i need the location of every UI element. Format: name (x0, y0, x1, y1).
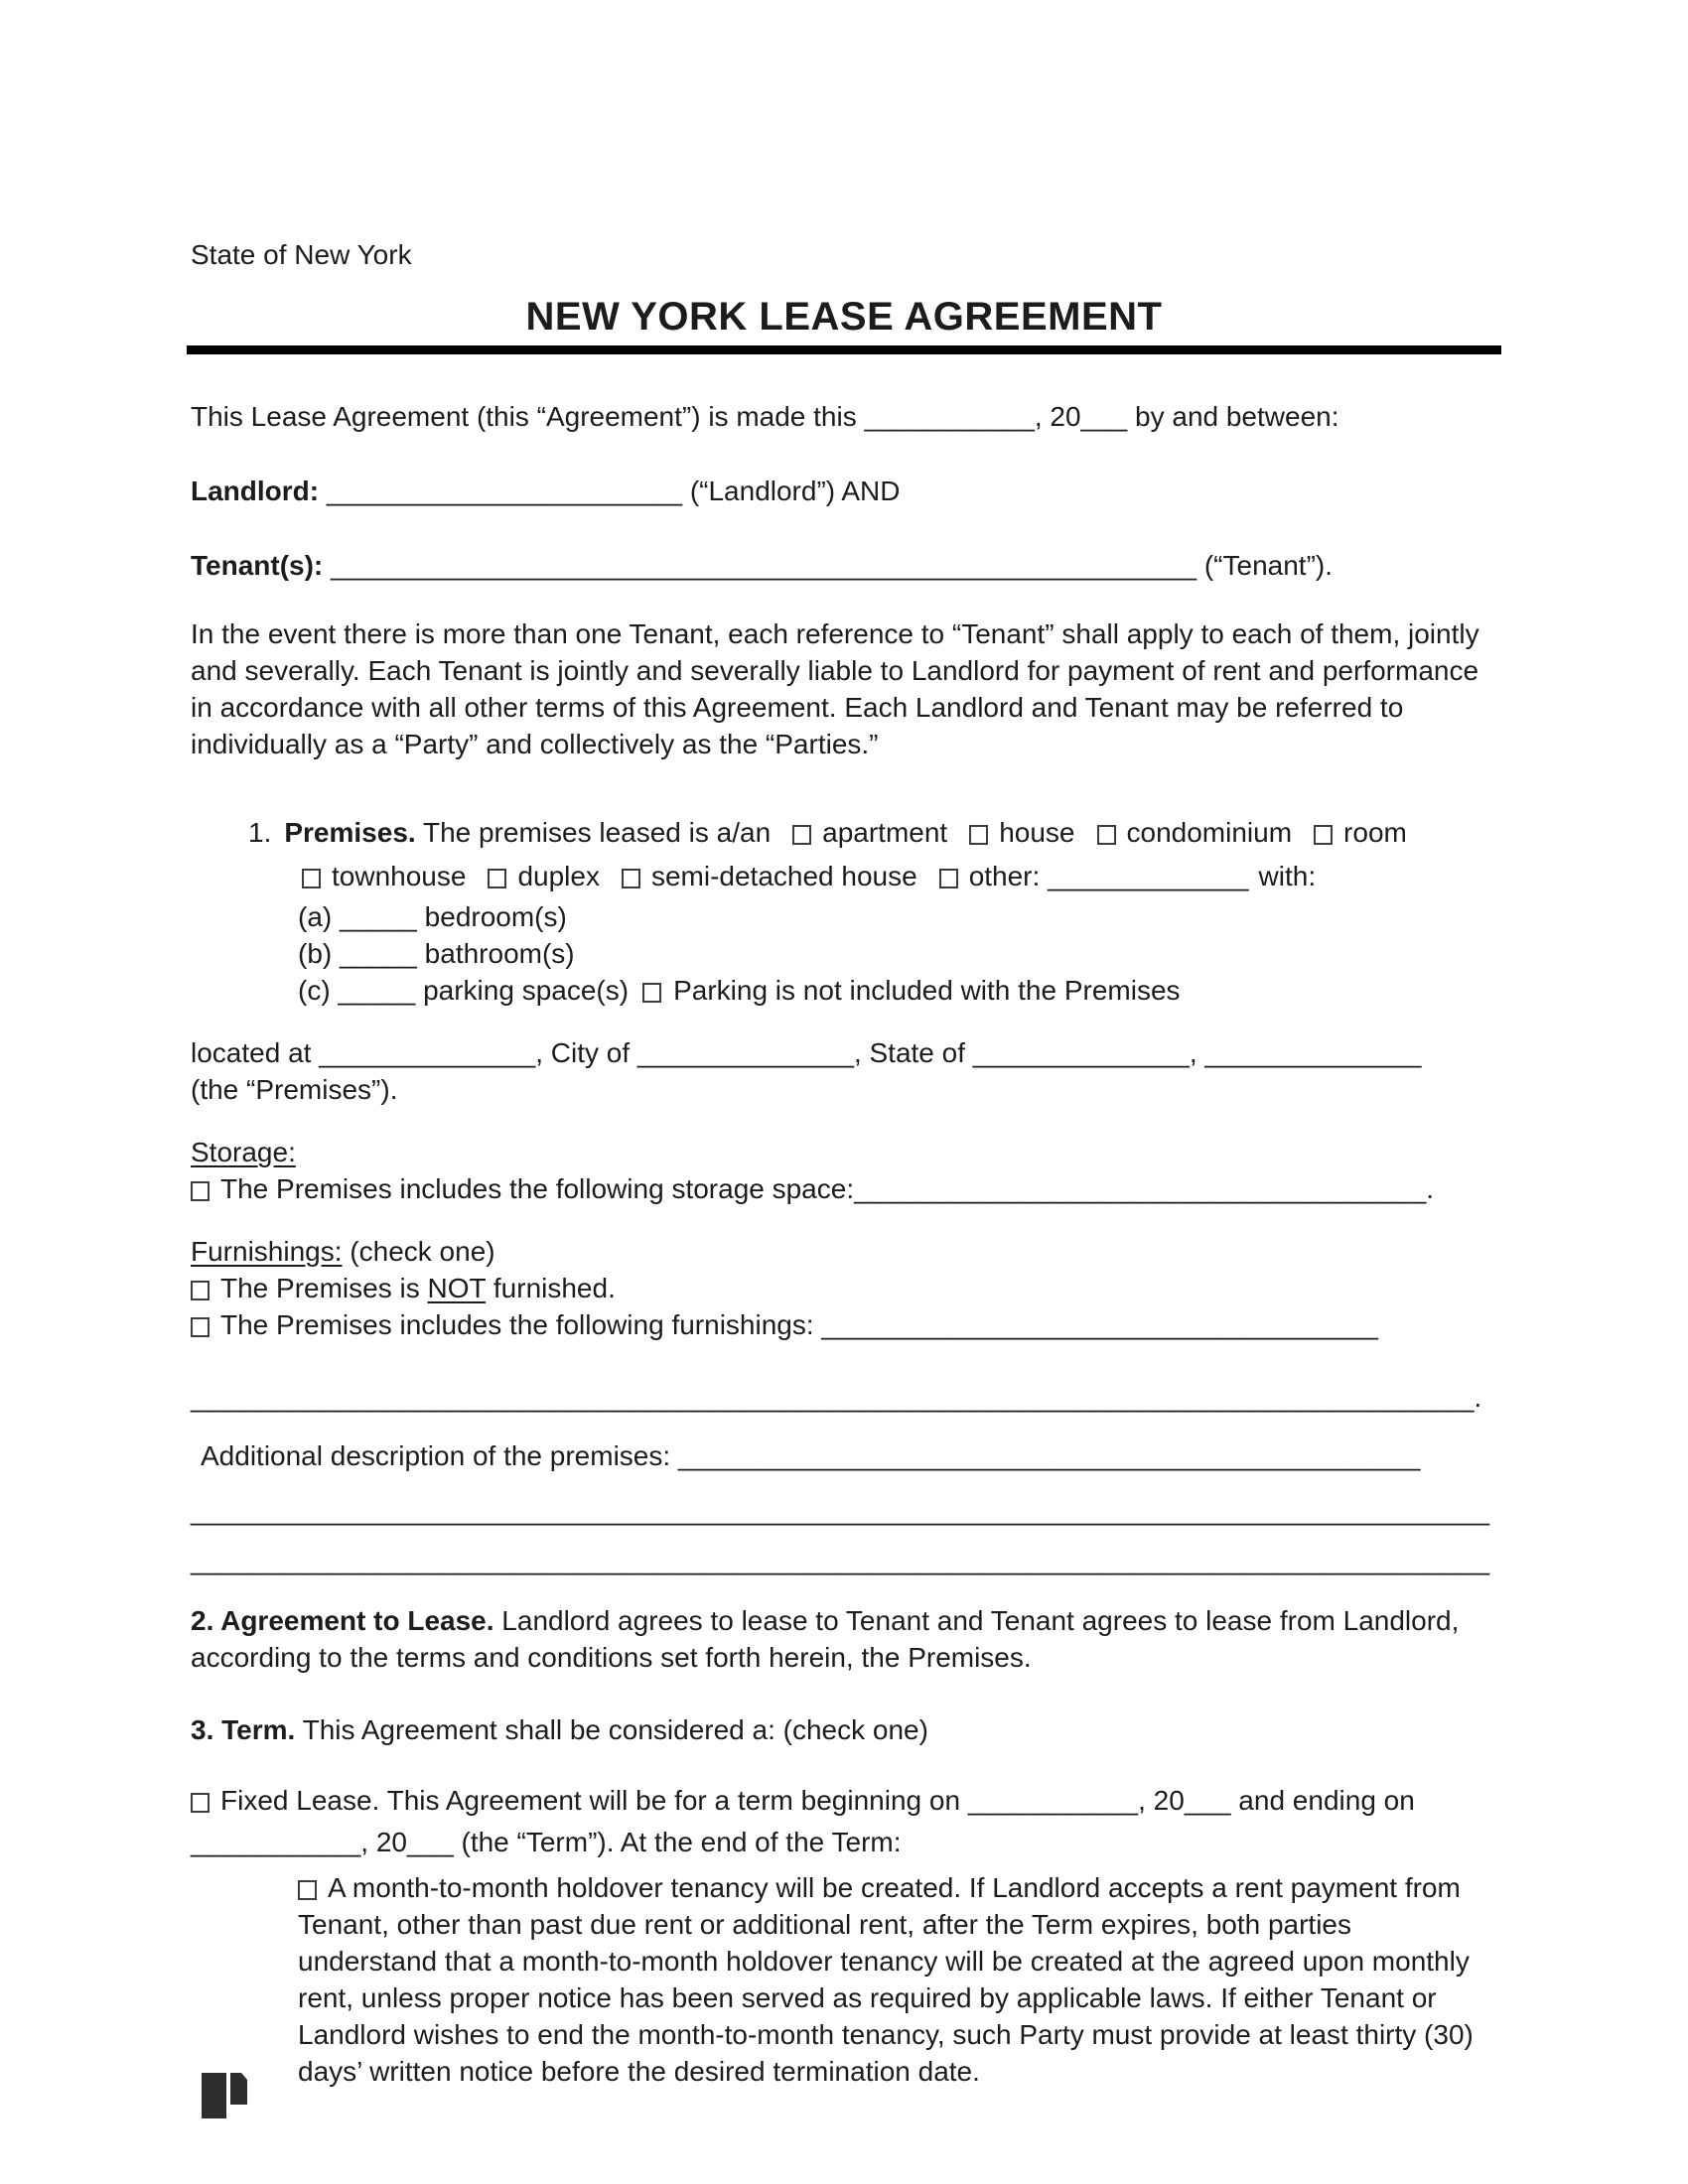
option-townhouse (302, 861, 466, 891)
term-body: This Agreement shall be considered a: (check one) (295, 1714, 928, 1745)
checkbox-room[interactable] (1314, 825, 1333, 845)
term-end-year-blank[interactable]: ___ (407, 1827, 454, 1857)
storage-space-blank[interactable]: _____________________________________ (854, 1173, 1427, 1204)
checkbox-other[interactable] (939, 869, 958, 888)
option-duplex (488, 861, 600, 891)
detail-parking (248, 972, 1497, 1009)
furnishings-heading: Furnishings: (191, 1236, 343, 1267)
landlord-label: Landlord: (191, 476, 320, 506)
intro-line (191, 398, 1497, 435)
option-other (939, 861, 1041, 891)
term-section (191, 1711, 1497, 1748)
bedrooms-blank[interactable]: _____ (340, 901, 417, 932)
premises-details (248, 898, 1497, 1009)
parking-blank[interactable]: _____ (338, 975, 416, 1006)
option-room (1314, 817, 1407, 848)
detail-b-prefix: (b) (298, 938, 333, 969)
state-label: State of New York (191, 239, 412, 270)
bathrooms-blank[interactable]: _____ (340, 938, 417, 969)
option-condominium (1097, 817, 1293, 848)
city-blank[interactable]: ______________ (636, 1037, 854, 1068)
holdover-tenancy-paragraph (298, 1869, 1497, 2090)
detail-a-label: bedroom(s) (416, 901, 567, 932)
located-at-label: located at (191, 1037, 320, 1068)
logo-page-shape (230, 2073, 247, 2105)
zip-blank[interactable]: ______________ (1204, 1037, 1422, 1068)
checkbox-duplex[interactable] (488, 869, 506, 888)
option-label-duplex: duplex (517, 861, 600, 891)
not-word: NOT (427, 1273, 487, 1303)
joint-liability-clause: In the event there is more than one Tenant, each reference to “Tenant” shall apply to each of them, jointly and severally. Each Tenant is jointly and severally liable to Landlord for payment of rent and performance in accordance with all other terms of this Agreement. Each Landlord and Tenant may be referred to individually as a “Party” and collectively as the “Parties.” (191, 618, 1479, 759)
furnishings-continuation-line (191, 1379, 1497, 1416)
agreement-to-lease-section (191, 1602, 1497, 1676)
end-year-prefix: , 20 (360, 1827, 407, 1857)
state-blank[interactable]: ______________ (972, 1037, 1190, 1068)
title-divider (187, 345, 1501, 354)
checkbox-furnished[interactable] (191, 1317, 210, 1337)
furnishings-continuation-period: . (1474, 1382, 1482, 1413)
option-apartment (792, 817, 947, 848)
fixed-lease-before-start: This Agreement will be for a term beginning on (379, 1785, 968, 1816)
premises-lead: The premises leased is a/an (415, 817, 772, 848)
logo-bar-shape (202, 2073, 226, 2118)
additional-description-line2 (191, 1492, 1497, 1529)
list-number: 1. (248, 817, 272, 848)
option-label-semi-detached-house: semi-detached house (650, 861, 917, 891)
option-label-house: house (999, 817, 1075, 848)
furnished-line (191, 1306, 1497, 1343)
premises-defined-suffix: (the “Premises”). (191, 1074, 398, 1105)
furnished-label: The Premises includes the following furnishings: (220, 1309, 822, 1340)
holdover-tenancy-text: A month-to-month holdover tenancy will be created. If Landlord accepts a rent payment from Tenant, other than past due rent or additional rent, after the Term expires, both parties understand that a month-to-month holdover tenancy will be created at the agreed upon monthly rent, unless proper notice has been served as required by applicable laws. If either Tenant or Landlord wishes to end the month-to-month tenancy, such Party must provide at least thirty (30) days’ written notice before the desired termination date. (298, 1872, 1474, 2087)
not-furnished-after: furnished. (486, 1273, 616, 1303)
page-title: NEW YORK LEASE AGREEMENT (525, 295, 1163, 339)
furnishings-blank[interactable]: ____________________________________ (821, 1309, 1379, 1340)
detail-c-label: parking space(s) (415, 975, 630, 1006)
checkbox-storage-included[interactable] (191, 1181, 210, 1201)
landlord-suffix: (“Landlord”) AND (682, 476, 901, 506)
additional-description-label: Additional description of the premises: (201, 1440, 678, 1471)
furnishings-continuation-blank[interactable]: ___________________________________________________________________________________ (191, 1382, 1475, 1413)
storage-heading: Storage: (191, 1137, 296, 1167)
agreement-to-lease-body: Landlord agrees to lease to Tenant and Tenant agrees to lease from Landlord, according to the terms and conditions set forth herein, the Premises. (191, 1605, 1460, 1673)
location-line (191, 1034, 1497, 1071)
made-year-blank[interactable]: ___ (1080, 401, 1128, 432)
storage-period: . (1426, 1173, 1435, 1204)
detail-c-prefix: (c) (298, 975, 331, 1006)
term-end-date-blank[interactable]: ___________ (191, 1827, 361, 1857)
other-type-blank[interactable]: _____________ (1048, 861, 1249, 891)
checkbox-semi-detached-house[interactable] (622, 869, 640, 888)
state-field-label: , State of (853, 1037, 973, 1068)
made-date-blank[interactable]: ___________ (864, 401, 1035, 432)
landlord-name-blank[interactable]: _______________________ (326, 476, 683, 506)
detail-b-label: bathroom(s) (416, 938, 575, 969)
additional-description-line (191, 1437, 1497, 1474)
premises-heading: Premises. (284, 817, 416, 848)
detail-a-prefix: (a) (298, 901, 333, 932)
option-label-condominium: condominium (1126, 817, 1293, 848)
fixed-lease-after: (the “Term”). At the end of the Term: (453, 1827, 902, 1857)
checkbox-fixed-lease[interactable] (191, 1793, 210, 1813)
additional-description-blank-2[interactable]: ____________________________________________________________________________________ (191, 1495, 1490, 1526)
with-label: with: (1258, 861, 1317, 891)
term-start-year-blank[interactable]: ___ (1184, 1785, 1231, 1816)
checkbox-apartment[interactable] (792, 825, 811, 845)
checkbox-holdover-tenancy[interactable] (298, 1880, 317, 1900)
option-label-other: other: (968, 861, 1041, 891)
additional-description-blank-3[interactable]: ____________________________________________________________________________________ (191, 1545, 1490, 1575)
premises-type-row-2 (248, 858, 1497, 894)
checkbox-parking-not-included[interactable] (642, 983, 661, 1003)
agreement-to-lease-heading: 2. Agreement to Lease. (191, 1605, 494, 1636)
option-label-room: room (1343, 817, 1407, 848)
intro-text-before: This Lease Agreement (this “Agreement”) is made this (191, 401, 865, 432)
fixed-lease-middle: and ending on (1230, 1785, 1415, 1816)
storage-heading-line (191, 1134, 1497, 1170)
comma-separator: , (1189, 1037, 1205, 1068)
furnishings-check-one: (check one) (342, 1236, 495, 1267)
legal-templates-logo (202, 2073, 247, 2118)
option-label-townhouse: townhouse (332, 861, 467, 891)
intro-text-after: by and between: (1127, 401, 1339, 432)
not-furnished-line (191, 1270, 1497, 1306)
furnishings-heading-line (191, 1233, 1497, 1270)
checkbox-condominium[interactable] (1097, 825, 1116, 845)
premises-section (191, 814, 1497, 1009)
storage-option-line (191, 1170, 1497, 1207)
term-start-date-blank[interactable]: ___________ (967, 1785, 1139, 1816)
additional-description-line3 (191, 1542, 1497, 1578)
street-address-blank[interactable]: ______________ (319, 1037, 536, 1068)
checkbox-townhouse[interactable] (302, 869, 321, 888)
city-label: , City of (535, 1037, 637, 1068)
option-label-apartment: apartment (822, 817, 948, 848)
option-semi-detached-house (622, 861, 917, 891)
location-section (191, 1034, 1497, 1108)
tenant-suffix: (“Tenant”). (1196, 550, 1334, 581)
storage-option-label: The Premises includes the following storage space: (220, 1173, 855, 1204)
not-furnished-before: The Premises is (220, 1273, 428, 1303)
intro-year-prefix: , 20 (1034, 401, 1081, 432)
start-year-prefix: , 20 (1138, 1785, 1185, 1816)
detail-bedrooms (248, 898, 1497, 935)
checkbox-house[interactable] (969, 825, 988, 845)
tenant-line (191, 547, 1497, 584)
parking-not-included-label: Parking is not included with the Premises (673, 975, 1181, 1006)
detail-bathrooms (248, 935, 1497, 972)
additional-description-blank[interactable]: ________________________________________________ (677, 1440, 1421, 1471)
premises-type-row-1 (248, 814, 1497, 851)
term-heading: 3. Term. (191, 1714, 296, 1745)
fixed-lease-paragraph (191, 1780, 1497, 1863)
landlord-line (191, 473, 1497, 509)
checkbox-not-furnished[interactable] (191, 1281, 210, 1300)
fixed-lease-label: Fixed Lease. (220, 1785, 380, 1816)
tenant-label: Tenant(s): (191, 550, 324, 581)
option-house (969, 817, 1074, 848)
tenant-name-blank[interactable]: ________________________________________________________ (331, 550, 1197, 581)
